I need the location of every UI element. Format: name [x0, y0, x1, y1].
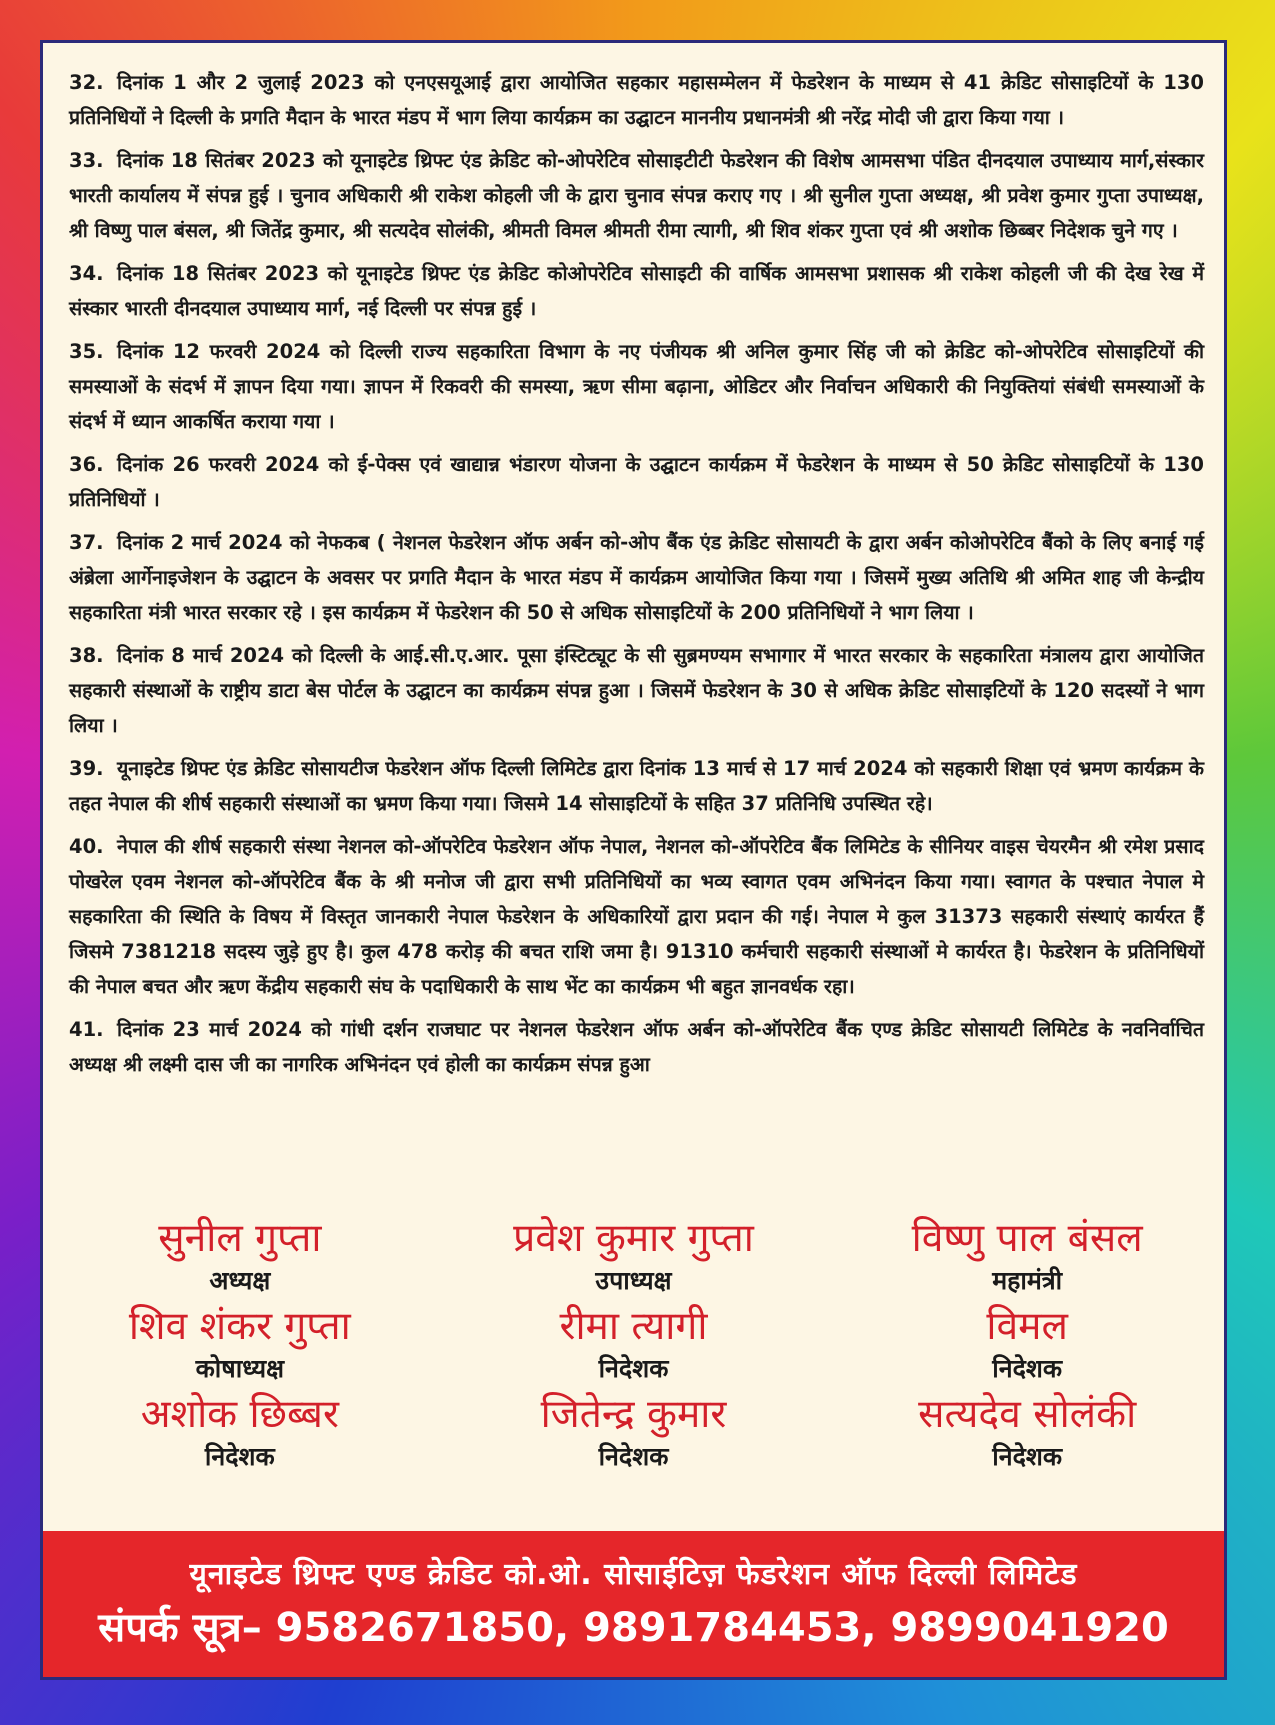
signatory-name: सत्यदेव सोलंकी [918, 1392, 1137, 1437]
signatory-role: निदेशक [598, 1354, 669, 1383]
paragraph-number: 39. [69, 757, 104, 780]
paragraph-41 [69, 1012, 1204, 1082]
footer-banner [43, 1531, 1224, 1677]
signatory-role: निदेशक [992, 1354, 1063, 1383]
signatory [43, 1391, 437, 1475]
paragraph-35 [69, 334, 1204, 439]
paragraph-number: 32. [69, 71, 104, 94]
paragraph-number: 34. [69, 262, 104, 285]
paragraph-text: दिनांक 18 सितंबर 2023 को यूनाइटेड थ्रिफ्ट एंड क्रेडिट को-ओपरेटिव सोसाइटीटी फेडरेशन की विशेष आमसभा पंडित दीनदयाल उपाध्याय मार्ग,संस्कार भारती कार्यालय में संपन्न हुई । चुनाव अधिकारी श्री राकेश कोहली जी के द्वारा चुनाव संपन्न कराए गए । श्री सुनील गुप्ता अध्यक्ष, श्री प्रवेश कुमार गुप्ता उपाध्यक्ष, श्री विष्णु पाल बंसल, श्री जितेंद्र कुमार, श्री सत्यदेव सोलंकी, श्रीमती विमल श्रीमती रीमा त्यागी, श्री शिव शंकर गुप्ता एवं श्री अशोक छिब्बर निदेशक चुने गए । [69, 149, 1204, 242]
paragraph-text: यूनाइटेड थ्रिफ्ट एंड क्रेडिट सोसायटीज फेडरेशन ऑफ दिल्ली लिमिटेड द्वारा दिनांक 13 मार्च से 17 मार्च 2024 को सहकारी शिक्षा एवं भ्रमण कार्यक्रम के तहत नेपाल की शीर्ष सहकारी संस्थाओं का भ्रमण किया गया। जिसमे 14 सोसाइटियों के सहित 37 प्रतिनिधि उपस्थित रहे। [69, 757, 1204, 815]
paragraph-32 [69, 65, 1204, 135]
signatory-role: उपाध्यक्ष [595, 1266, 672, 1295]
signatory-role: निदेशक [598, 1442, 669, 1471]
signatory-role: कोषाध्यक्ष [195, 1354, 285, 1383]
signatory [830, 1303, 1224, 1387]
organization-name: यूनाइटेड थ्रिफ्ट एण्ड क्रेडिट को.ओ. सोसाईटिज़ फेडरेशन ऑफ दिल्ली लिमिटेड [189, 1557, 1078, 1592]
signatory-name: शिव शंकर गुप्ता [128, 1304, 351, 1349]
paragraph-text: दिनांक 12 फरवरी 2024 को दिल्ली राज्य सहकारिता विभाग के नए पंजीयक श्री अनिल कुमार सिंह जी को क्रेडिट को-ओपरेटिव सोसाइटियों की समस्याओं के संदर्भ में ज्ञापन दिया गया। ज्ञापन में रिकवरी की समस्या, ऋण सीमा बढ़ाना, ओडिटर और निर्वाचन अधिकारी की नियुक्तियां संबंधी समस्याओं के संदर्भ में ध्यान आकर्षित कराया गया । [69, 340, 1204, 433]
paragraph-34 [69, 256, 1204, 326]
paragraph-33 [69, 143, 1204, 248]
signatory [437, 1303, 831, 1387]
paragraph-number: 33. [69, 149, 104, 172]
paragraph-text: दिनांक 23 मार्च 2024 को गांधी दर्शन राजघाट पर नेशनल फेडरेशन ऑफ अर्बन को-ऑपरेटिव बैंक एण्ड क्रेडिट सोसायटी लिमिटेड के नवनिर्वाचित अध्यक्ष श्री लक्ष्मी दास जी का नागरिक अभिनंदन एवं होली का कार्यक्रम संपन्न हुआ [69, 1018, 1204, 1076]
paragraph-38 [69, 638, 1204, 743]
paragraph-39 [69, 751, 1204, 821]
signatory [43, 1215, 437, 1299]
paragraph-number: 38. [69, 644, 104, 667]
paragraph-text: दिनांक 18 सितंबर 2023 को यूनाइटेड थ्रिफ्ट एंड क्रेडिट कोओपरेटिव सोसाइटी की वार्षिक आमसभा प्रशासक श्री राकेश कोहली जी की देख रेख में संस्कार भारती दीनदयाल उपाध्याय मार्ग, नई दिल्ली पर संपन्न हुई । [69, 262, 1204, 320]
document-panel [40, 40, 1227, 1680]
signatory [437, 1215, 831, 1299]
paragraph-text: दिनांक 8 मार्च 2024 को दिल्ली के आई.सी.ए.आर. पूसा इंस्टिट्यूट के सी सुब्रमण्यम सभागार में भारत सरकार के सहकारिता मंत्रालय द्वारा आयोजित सहकारी संस्थाओं के राष्ट्रीय डाटा बेस पोर्टल के उद्घाटन का कार्यक्रम संपन्न हुआ । जिसमें फेडरेशन के 30 से अधिक क्रेडिट सोसाइटियों के 120 सदस्यों ने भाग लिया । [69, 644, 1204, 737]
signatory-role: महामंत्री [992, 1266, 1063, 1295]
signatory [830, 1215, 1224, 1299]
paragraph-text: दिनांक 26 फरवरी 2024 को ई-पेक्स एवं खाद्यान्न भंडारण योजना के उद्घाटन कार्यक्रम में फेडरेशन के माध्यम से 50 क्रेडिट सोसाइटियों के 130 प्रतिनिधियों । [69, 453, 1204, 511]
signatory-name: विमल [986, 1304, 1068, 1349]
signatory-name: जितेन्द्र कुमार [540, 1392, 727, 1437]
paragraph-40 [69, 829, 1204, 1004]
signatories-grid [43, 1215, 1224, 1475]
paragraph-number: 36. [69, 453, 104, 476]
signatory [43, 1303, 437, 1387]
paragraph-text: नेपाल की शीर्ष सहकारी संस्था नेशनल को-ऑपरेटिव फेडरेशन ऑफ नेपाल, नेशनल को-ऑपरेटिव बैंक लिमिटेड के सीनियर वाइस चेयरमैन श्री रमेश प्रसाद पोखरेल एवम नेशनल को-ऑपरेटिव बैंक के श्री मनोज जी द्वारा सभी प्रतिनिधियों का भव्य स्वागत एवम अभिनंदन किया गया। स्वागत के पश्चात नेपाल मे सहकारिता की स्थिति के विषय में विस्तृत जानकारी नेपाल फेडरेशन के अधिकारियों द्वारा प्रदान की गई। नेपाल मे कुल 31373 सहकारी संस्थाएं कार्यरत हैं जिसमे 7381218 सदस्य जुड़े हुए है। कुल 478 करोड़ की बचत राशि जमा है। 91310 कर्मचारी सहकारी संस्थाओं मे कार्यरत है। फेडरेशन के प्रतिनिधियों की नेपाल बचत और ऋण केंद्रीय सहकारी संघ के पदाधिकारी के साथ भेंट का कार्यक्रम भी बहुत ज्ञानवर्धक रहा। [69, 835, 1204, 998]
signatory-role: निदेशक [204, 1442, 275, 1471]
paragraph-text: दिनांक 1 और 2 जुलाई 2023 को एनएसयूआई द्वारा आयोजित सहकार महासम्मेलन में फेडरेशन के माध्यम से 41 क्रेडिट सोसाइटियों के 130 प्रतिनिधियों ने दिल्ली के प्रगति मैदान के भारत मंडप में भाग लिया कार्यक्रम का उद्घाटन माननीय प्रधानमंत्री श्री नरेंद्र मोदी जी द्वारा किया गया । [69, 71, 1204, 129]
signatory [830, 1391, 1224, 1475]
paragraph-37 [69, 525, 1204, 630]
signatory-name: सुनील गुप्ता [158, 1216, 322, 1261]
signatory-name: विष्णु पाल बंसल [911, 1216, 1143, 1261]
signatory-name: रीमा त्यागी [559, 1304, 708, 1349]
signatory-role: निदेशक [992, 1442, 1063, 1471]
paragraph-36 [69, 447, 1204, 517]
signatory-name: अशोक छिब्बर [140, 1392, 339, 1437]
signatory-name: प्रवेश कुमार गुप्ता [513, 1216, 754, 1261]
signatory-role: अध्यक्ष [209, 1266, 271, 1295]
paragraph-number: 37. [69, 531, 104, 554]
signatory [437, 1391, 831, 1475]
paragraph-number: 41. [69, 1018, 104, 1041]
paragraph-text: दिनांक 2 मार्च 2024 को नेफकब ( नेशनल फेडरेशन ऑफ अर्बन को-ओप बैंक एंड क्रेडिट सोसायटी के द्वारा अर्बन कोओपरेटिव बैंको के लिए बनाई गई अंब्रेला आर्गेनाइजेशन के उद्घाटन के अवसर पर प्रगति मैदान के भारत मंडप में कार्यक्रम आयोजित किया गया । जिसमें मुख्य अतिथि श्री अमित शाह जी केन्द्रीय सहकारिता मंत्री भारत सरकार रहे । इस कार्यक्रम में फेडरेशन की 50 से अधिक सोसाइटियों के 200 प्रतिनिधियों ने भाग लिया । [69, 531, 1204, 624]
paragraph-list [69, 65, 1204, 1090]
contact-numbers: संपर्क सूत्र– 9582671850, 9891784453, 9899041920 [98, 1605, 1169, 1651]
paragraph-number: 35. [69, 340, 104, 363]
paragraph-number: 40. [69, 835, 104, 858]
